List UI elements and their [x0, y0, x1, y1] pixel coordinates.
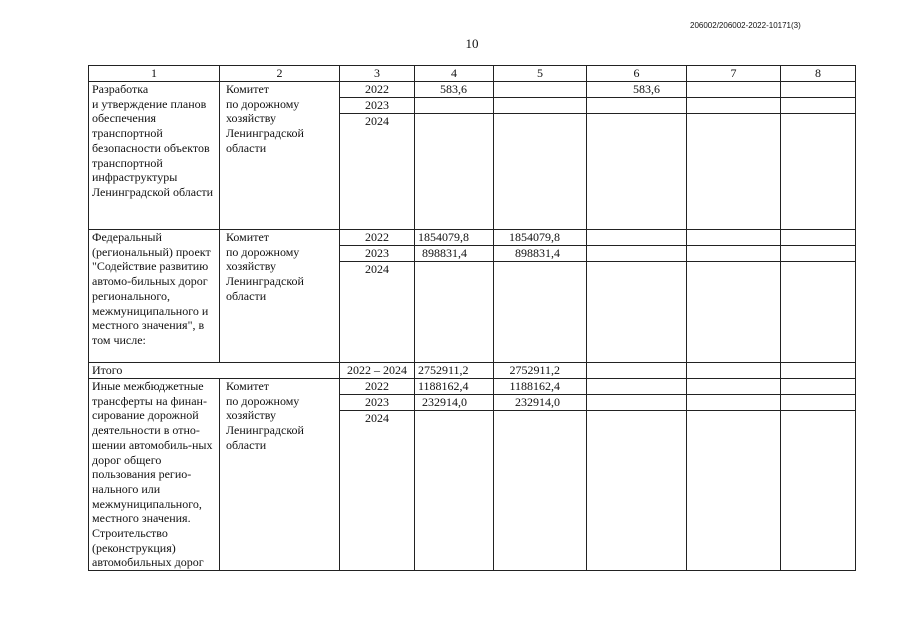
- column-header: 2: [220, 66, 340, 82]
- value-cell: [687, 379, 781, 395]
- page-number: 10: [465, 36, 479, 51]
- value-cell: [587, 411, 687, 571]
- value-cell: [781, 98, 856, 114]
- total-label: Итого: [89, 363, 340, 379]
- value-cell: [494, 411, 587, 571]
- column-header: 7: [687, 66, 781, 82]
- year-cell: 2022: [340, 379, 415, 395]
- column-header: 3: [340, 66, 415, 82]
- column-header: 6: [587, 66, 687, 82]
- value-cell: [781, 246, 856, 262]
- activity-name-cell: Федеральный (региональный) проект "Содействие развитию автомо-бильных дорог регионального, межмуниципального и местного значения", в том числе:: [89, 230, 220, 363]
- value-cell: [781, 230, 856, 246]
- value-cell: [494, 82, 587, 98]
- value-cell: [781, 114, 856, 230]
- year-cell: 2024: [340, 262, 415, 363]
- table-row: [89, 379, 856, 395]
- value-cell: [494, 262, 587, 363]
- value-cell: [687, 395, 781, 411]
- table-row: [89, 82, 856, 98]
- value-cell: [494, 98, 587, 114]
- total-row: [89, 363, 856, 379]
- value-cell: 1854079,8: [494, 230, 587, 246]
- value-cell: 2752911,2: [415, 363, 494, 379]
- value-cell: 2752911,2: [494, 363, 587, 379]
- value-cell: [587, 379, 687, 395]
- value-cell: 898831,4: [494, 246, 587, 262]
- year-cell: 2023: [340, 98, 415, 114]
- value-cell: 898831,4: [415, 246, 494, 262]
- value-cell: [587, 395, 687, 411]
- value-cell: [687, 230, 781, 246]
- value-cell: [415, 98, 494, 114]
- value-cell: [781, 379, 856, 395]
- executor-cell: Комитет по дорожному хозяйству Ленинградской области: [220, 379, 340, 571]
- value-cell: 583,6: [415, 82, 494, 98]
- value-cell: [687, 246, 781, 262]
- value-cell: [687, 363, 781, 379]
- year-cell: 2024: [340, 411, 415, 571]
- value-cell: [587, 230, 687, 246]
- activity-name-cell: Разработка и утверждение планов обеспечения транспортной безопасности объектов транспортной инфраструктуры Ленинградской области: [89, 82, 220, 230]
- value-cell: [415, 262, 494, 363]
- value-cell: [587, 98, 687, 114]
- value-cell: [587, 246, 687, 262]
- value-cell: [687, 411, 781, 571]
- year-cell: 2023: [340, 395, 415, 411]
- column-header: 4: [415, 66, 494, 82]
- value-cell: 232914,0: [494, 395, 587, 411]
- value-cell: [494, 114, 587, 230]
- value-cell: [587, 262, 687, 363]
- column-header: 8: [781, 66, 856, 82]
- year-range-cell: 2022 – 2024: [340, 363, 415, 379]
- value-cell: [781, 411, 856, 571]
- value-cell: 1188162,4: [494, 379, 587, 395]
- value-cell: 1854079,8: [415, 230, 494, 246]
- value-cell: 232914,0: [415, 395, 494, 411]
- column-header-row: [89, 66, 856, 82]
- activity-name-cell: Иные межбюджетные трансферты на финан-сирование дорожной деятельности в отно-шении автомобиль-ных дорог общего пользования регио-нального или межмуниципального, местного значения. Строительство (реконструкция) автомобильных дорог: [89, 379, 220, 571]
- value-cell: [687, 98, 781, 114]
- executor-cell: Комитет по дорожному хозяйству Ленинградской области: [220, 230, 340, 363]
- year-cell: 2022: [340, 230, 415, 246]
- year-cell: 2022: [340, 82, 415, 98]
- value-cell: [781, 262, 856, 363]
- budget-table: [88, 65, 856, 571]
- value-cell: 1188162,4: [415, 379, 494, 395]
- value-cell: [781, 395, 856, 411]
- document-id: 206002/206002-2022-10171(3): [690, 21, 801, 30]
- year-cell: 2024: [340, 114, 415, 230]
- value-cell: [587, 114, 687, 230]
- value-cell: [415, 114, 494, 230]
- value-cell: [587, 363, 687, 379]
- value-cell: [687, 262, 781, 363]
- year-cell: 2023: [340, 246, 415, 262]
- executor-cell: Комитет по дорожному хозяйству Ленинградской области: [220, 82, 340, 230]
- value-cell: [781, 82, 856, 98]
- column-header: 5: [494, 66, 587, 82]
- value-cell: [687, 82, 781, 98]
- value-cell: [415, 411, 494, 571]
- column-header: 1: [89, 66, 220, 82]
- value-cell: 583,6: [587, 82, 687, 98]
- value-cell: [781, 363, 856, 379]
- table-row: [89, 230, 856, 246]
- value-cell: [687, 114, 781, 230]
